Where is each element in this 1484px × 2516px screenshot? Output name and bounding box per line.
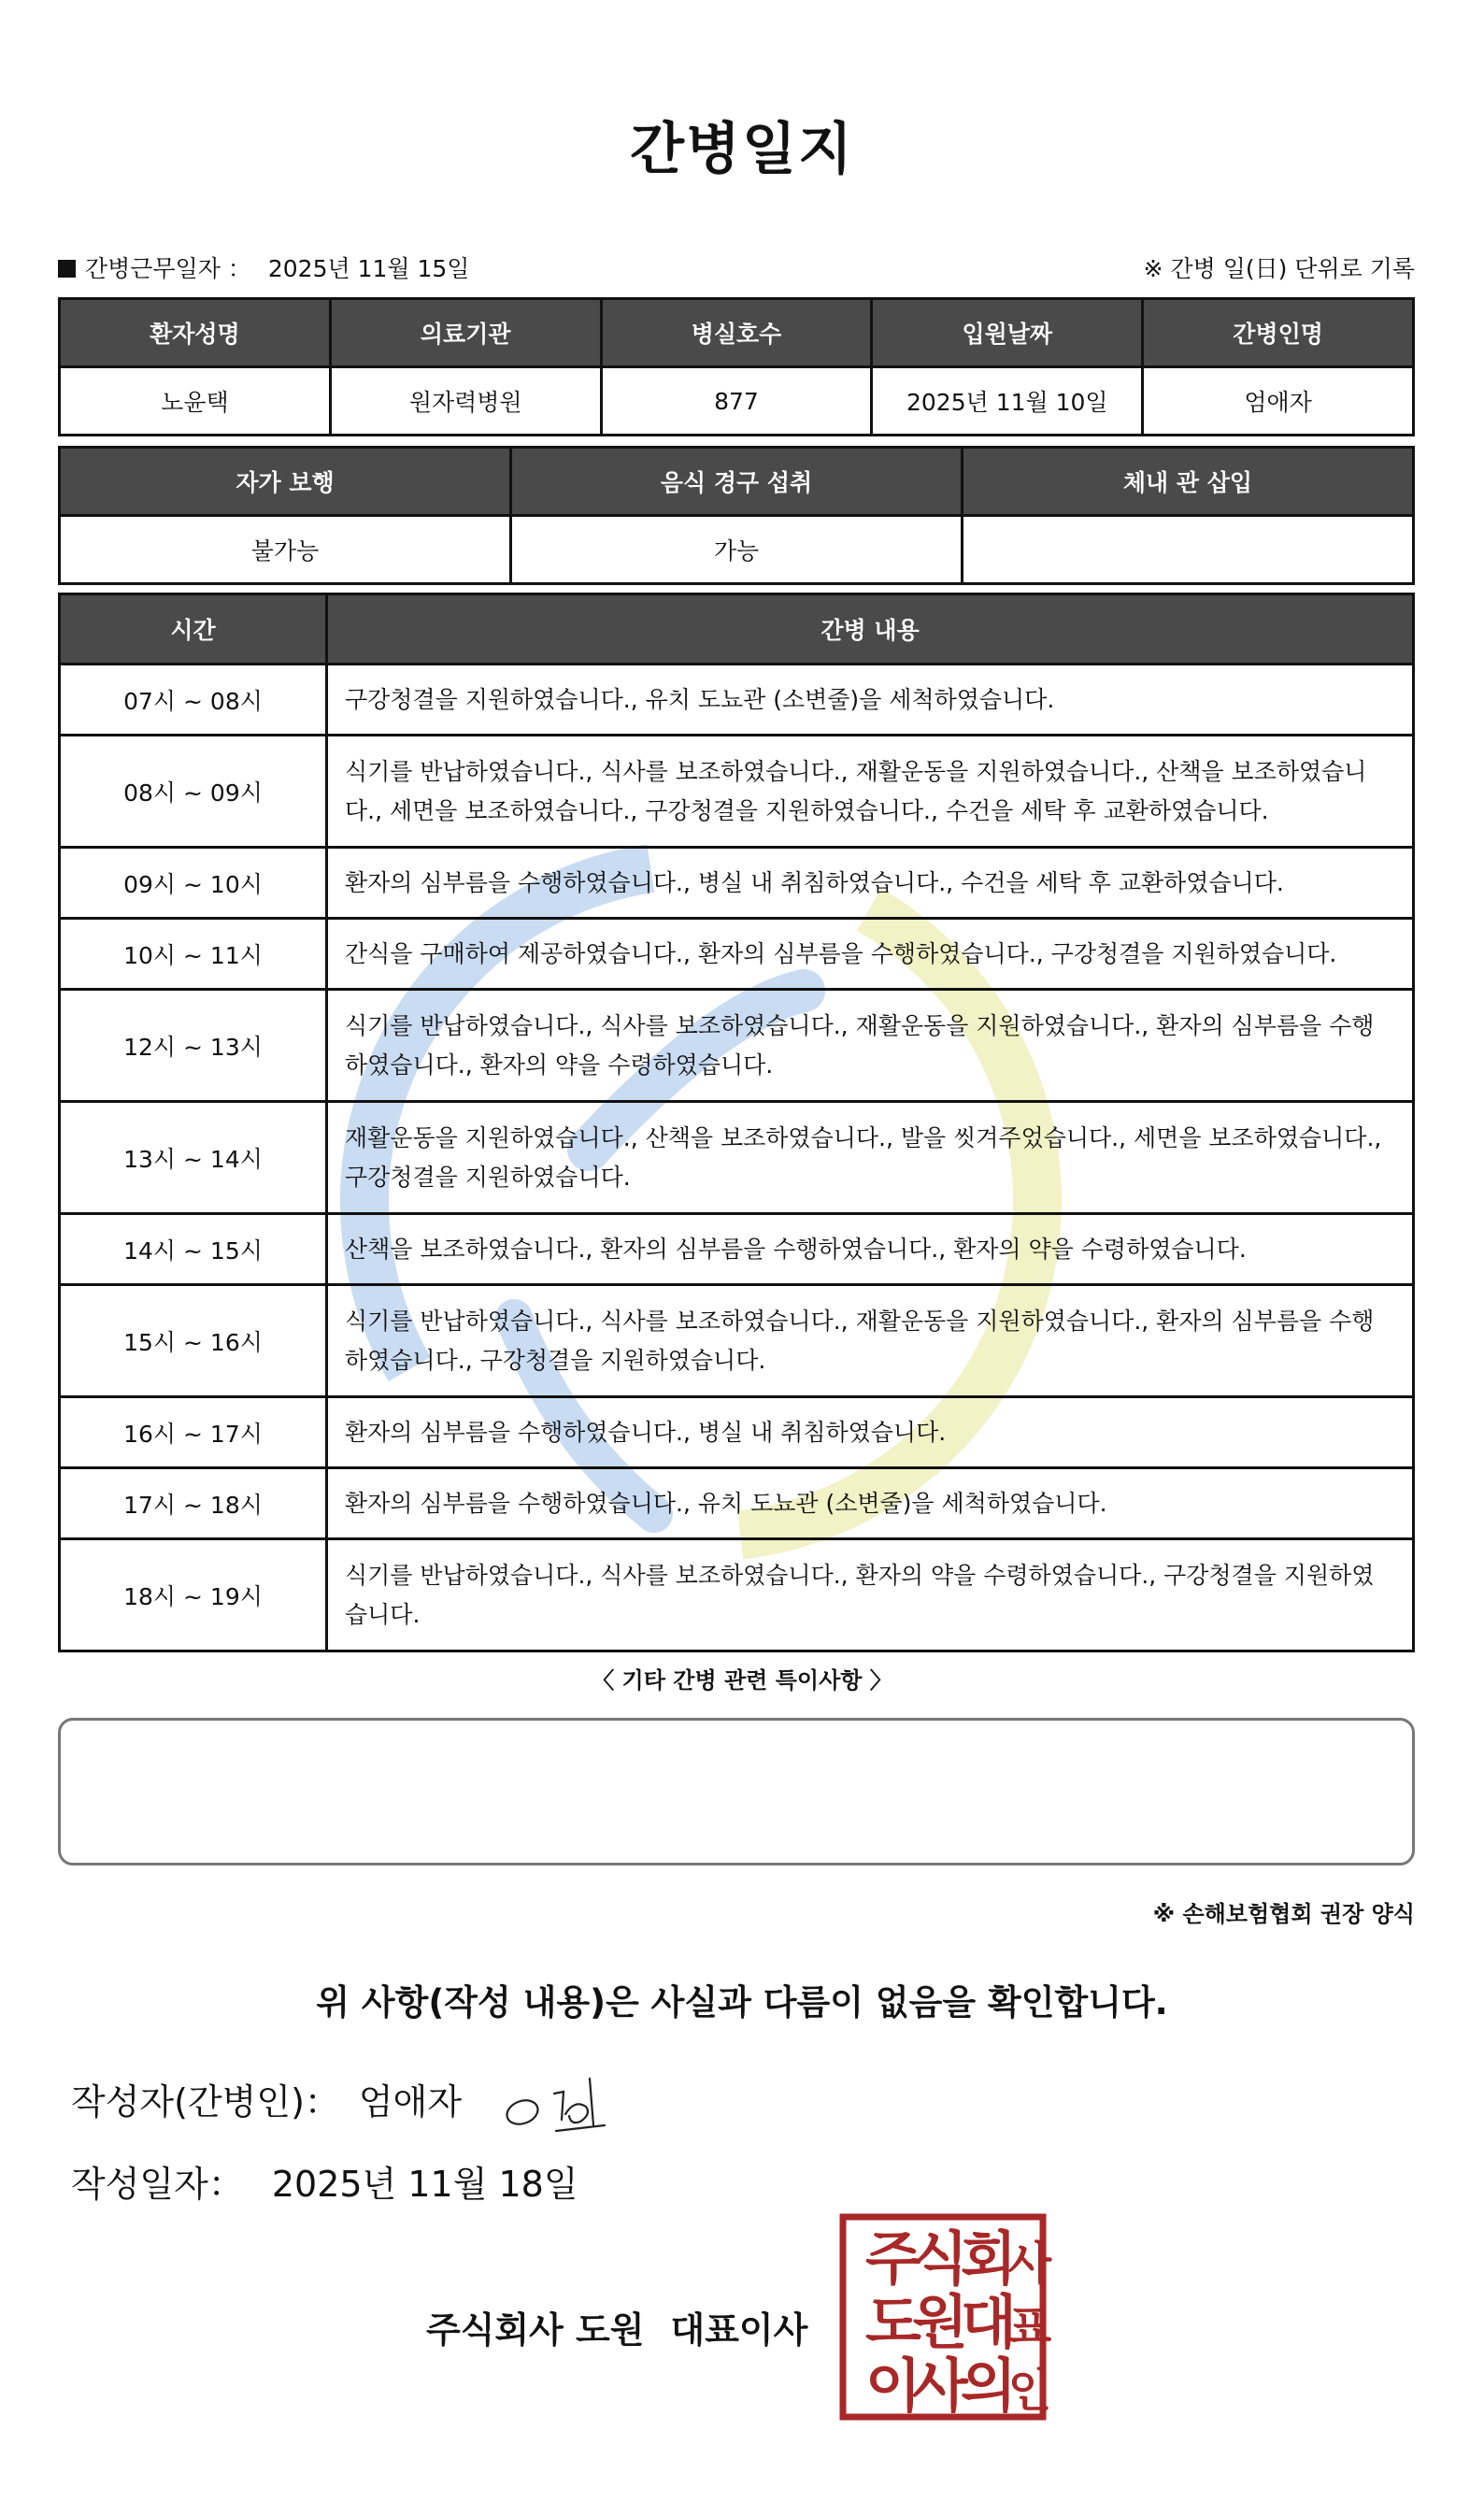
care-log-table bbox=[58, 593, 1415, 1652]
care-date bbox=[58, 250, 469, 284]
written-date-label: 작성일자： bbox=[71, 2164, 244, 2205]
table-header-row bbox=[60, 448, 1414, 516]
table-row bbox=[60, 1468, 1414, 1539]
writer-name: 엄애자 bbox=[358, 2081, 463, 2123]
svg-text:의: 의 bbox=[961, 2352, 1017, 2420]
time-cell: 12시 ~ 13시 bbox=[60, 990, 327, 1102]
time-cell: 08시 ~ 09시 bbox=[60, 736, 327, 848]
svg-text:이: 이 bbox=[865, 2352, 921, 2420]
table-row bbox=[60, 1285, 1414, 1397]
svg-text:대: 대 bbox=[961, 2288, 1017, 2356]
oral-intake-value: 가능 bbox=[511, 516, 963, 584]
company-name: 주식회사 도원 bbox=[426, 2309, 645, 2351]
header-room-number: 병실호수 bbox=[601, 299, 872, 367]
writer-label: 작성자(간병인)： bbox=[71, 2081, 340, 2123]
svg-text:회: 회 bbox=[961, 2224, 1017, 2293]
table-row bbox=[60, 990, 1414, 1102]
table-row bbox=[60, 848, 1414, 919]
table-row bbox=[60, 736, 1414, 848]
header-tube-insertion: 체내 관 삽입 bbox=[963, 448, 1414, 516]
content-cell: 식기를 반납하였습니다., 식사를 보조하였습니다., 재활운동을 지원하였습니다., 산책을 보조하였습니다., 세면을 보조하였습니다., 구강청결을 지원하였습니다., 수건을 세탁 후 교환하였습니다. bbox=[327, 736, 1414, 848]
care-date-label: 간병근무일자 ： bbox=[85, 255, 251, 282]
header-time: 시간 bbox=[60, 594, 327, 665]
svg-text:도: 도 bbox=[865, 2288, 921, 2356]
svg-text:주: 주 bbox=[865, 2224, 921, 2293]
content-cell: 식기를 반납하였습니다., 식사를 보조하였습니다., 환자의 약을 수령하였습니다., 구강청결을 지원하였습니다. bbox=[327, 1539, 1414, 1651]
company-signature-line bbox=[426, 2301, 807, 2352]
patient-name: 노윤택 bbox=[60, 367, 331, 436]
content-cell: 환자의 심부름을 수행하였습니다., 병실 내 취침하였습니다., 수건을 세탁 후 교환하였습니다. bbox=[327, 848, 1414, 919]
special-notes-box[interactable] bbox=[58, 1718, 1415, 1866]
header-care-content: 간병 내용 bbox=[327, 594, 1414, 665]
time-cell: 10시 ~ 11시 bbox=[60, 919, 327, 990]
written-date-value: 2025년 11월 18일 bbox=[271, 2164, 578, 2205]
header-hospital: 의료기관 bbox=[330, 299, 601, 367]
content-cell: 환자의 심부름을 수행하였습니다., 유치 도뇨관 (소변줄)을 세척하였습니다. bbox=[327, 1468, 1414, 1539]
table-row bbox=[60, 919, 1414, 990]
page-title: 간병일지 bbox=[630, 117, 854, 182]
time-cell: 17시 ~ 18시 bbox=[60, 1468, 327, 1539]
table-row bbox=[60, 1102, 1414, 1214]
header-admission-date: 입원날짜 bbox=[872, 299, 1143, 367]
signature-image bbox=[500, 2073, 621, 2138]
special-notes-label: 〈 기타 간병 관련 특이사항 〉 bbox=[592, 1667, 892, 1694]
meta-row bbox=[58, 250, 1415, 284]
svg-text:표: 표 bbox=[1007, 2301, 1052, 2353]
time-cell: 13시 ~ 14시 bbox=[60, 1102, 327, 1214]
written-date-line bbox=[71, 2155, 578, 2207]
table-header-row bbox=[60, 299, 1414, 367]
table-row bbox=[60, 516, 1414, 584]
form-source-note: ※ 손해보험협회 권장 양식 bbox=[1152, 1901, 1415, 1927]
table-row bbox=[60, 1539, 1414, 1651]
content-cell: 식기를 반납하였습니다., 식사를 보조하였습니다., 재활운동을 지원하였습니다., 환자의 심부름을 수행하였습니다., 환자의 약을 수령하였습니다. bbox=[327, 990, 1414, 1102]
table-header-row bbox=[60, 594, 1414, 665]
header-oral-intake: 음식 경구 섭취 bbox=[511, 448, 963, 516]
time-cell: 16시 ~ 17시 bbox=[60, 1397, 327, 1468]
svg-text:식: 식 bbox=[912, 2224, 968, 2293]
content-cell: 구강청결을 지원하였습니다., 유치 도뇨관 (소변줄)을 세척하였습니다. bbox=[327, 665, 1414, 736]
self-walking-value: 불가능 bbox=[60, 516, 511, 584]
confirmation-statement: 위 사항(작성 내용)은 사실과 다름이 없음을 확인합니다. bbox=[316, 1982, 1168, 2023]
hospital-name: 원자력병원 bbox=[330, 367, 601, 436]
header-self-walking: 자가 보행 bbox=[60, 448, 511, 516]
header-patient-name: 환자성명 bbox=[60, 299, 331, 367]
content-cell: 식기를 반납하였습니다., 식사를 보조하였습니다., 재활운동을 지원하였습니다., 환자의 심부름을 수행하였습니다., 구강청결을 지원하였습니다. bbox=[327, 1285, 1414, 1397]
time-cell: 07시 ~ 08시 bbox=[60, 665, 327, 736]
header-caregiver-name: 간병인명 bbox=[1143, 299, 1414, 367]
square-bullet-icon bbox=[58, 260, 76, 278]
table-row bbox=[60, 1214, 1414, 1285]
content-cell: 간식을 구매하여 제공하였습니다., 환자의 심부름을 수행하였습니다., 구강청결을 지원하였습니다. bbox=[327, 919, 1414, 990]
company-seal-stamp bbox=[839, 2213, 1052, 2421]
time-cell: 15시 ~ 16시 bbox=[60, 1285, 327, 1397]
record-note: ※ 간병 일(日) 단위로 기록 bbox=[1143, 255, 1415, 282]
content-cell: 산책을 보조하였습니다., 환자의 심부름을 수행하였습니다., 환자의 약을 수령하였습니다. bbox=[327, 1214, 1414, 1285]
svg-text:사: 사 bbox=[912, 2352, 968, 2420]
patient-status-table bbox=[58, 446, 1415, 585]
time-cell: 09시 ~ 10시 bbox=[60, 848, 327, 919]
admission-date: 2025년 11월 10일 bbox=[872, 367, 1143, 436]
company-title: 대표이사 bbox=[670, 2309, 808, 2351]
svg-text:원: 원 bbox=[912, 2288, 968, 2356]
svg-text:인: 인 bbox=[1007, 2365, 1052, 2417]
table-row bbox=[60, 1397, 1414, 1468]
patient-info-table bbox=[58, 297, 1415, 436]
table-row bbox=[60, 665, 1414, 736]
caregiver-name: 엄애자 bbox=[1143, 367, 1414, 436]
time-cell: 18시 ~ 19시 bbox=[60, 1539, 327, 1651]
time-cell: 14시 ~ 15시 bbox=[60, 1214, 327, 1285]
svg-text:사: 사 bbox=[1007, 2237, 1052, 2290]
tube-insertion-value bbox=[963, 516, 1414, 584]
table-row bbox=[60, 367, 1414, 436]
writer-line bbox=[71, 2073, 462, 2124]
content-cell: 환자의 심부름을 수행하였습니다., 병실 내 취침하였습니다. bbox=[327, 1397, 1414, 1468]
care-date-value: 2025년 11월 15일 bbox=[267, 255, 470, 282]
content-cell: 재활운동을 지원하였습니다., 산책을 보조하였습니다., 발을 씻겨주었습니다., 세면을 보조하였습니다., 구강청결을 지원하였습니다. bbox=[327, 1102, 1414, 1214]
room-number: 877 bbox=[601, 367, 872, 436]
